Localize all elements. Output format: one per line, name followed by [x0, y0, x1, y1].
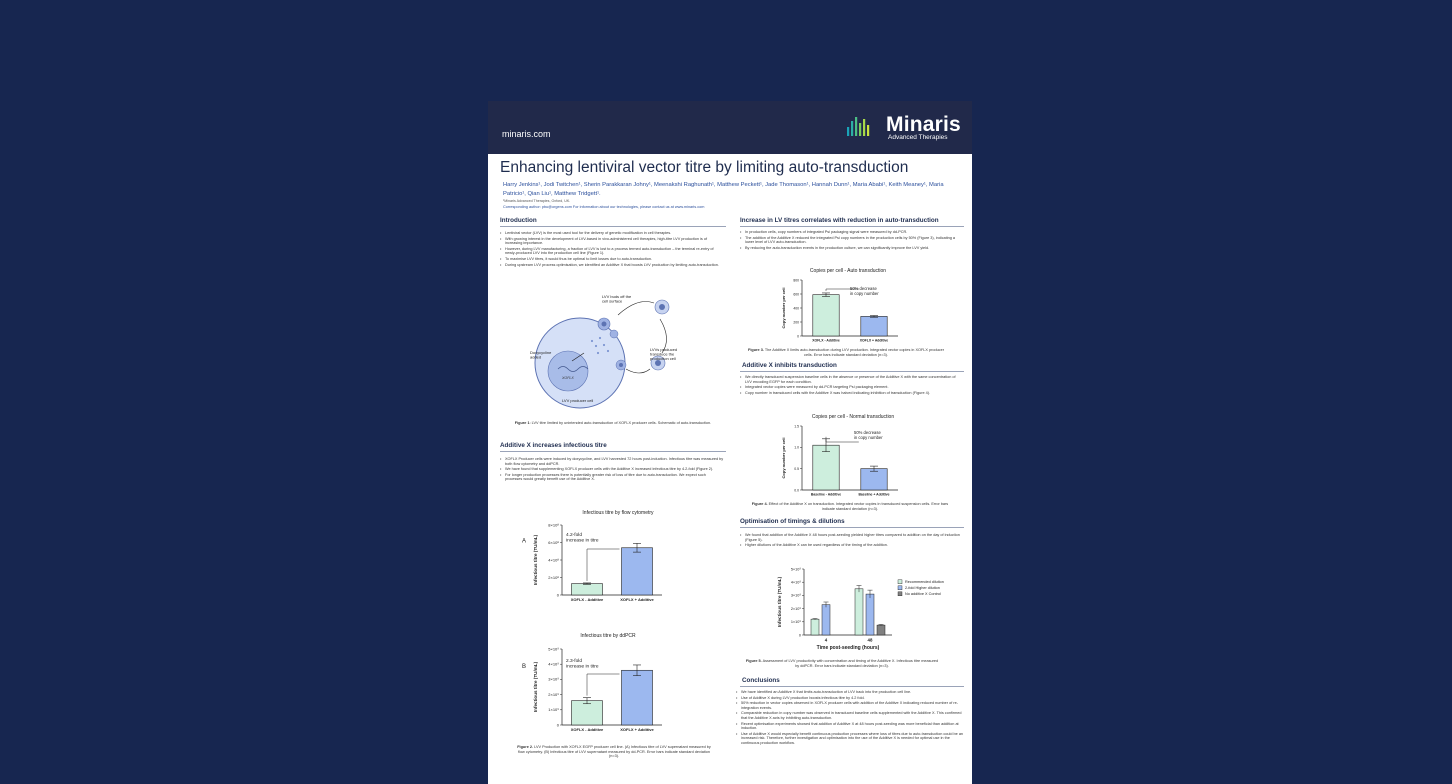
- bar: [813, 295, 839, 336]
- x-tick-label: Baseline - Additive: [810, 492, 842, 497]
- logo-subtitle: Advanced Therapies: [888, 134, 948, 141]
- bar: [861, 316, 887, 336]
- lv-titres-heading: Increase in LV titres correlates with reduction in auto-transduction: [740, 217, 939, 224]
- conclusions-heading: Conclusions: [742, 677, 780, 684]
- legend-swatch: [898, 592, 902, 596]
- y-tick-label: 4×10⁹: [790, 580, 801, 585]
- inhibits-heading: Additive X inhibits transduction: [742, 362, 837, 369]
- bullet-item: • By reducing the auto-transduction events in the production culture, we can significantly improve the LVV yield.: [740, 246, 962, 251]
- annotation-label: 50% decrease in copy number: [854, 430, 883, 440]
- y-tick-label: 200: [793, 320, 799, 325]
- y-tick-label: 1×10⁹: [548, 707, 559, 713]
- legend-swatch: [898, 580, 902, 584]
- lv-rule: [740, 226, 964, 227]
- corresponding-author[interactable]: Corresponding author: pbu@orgens.com For information about our technologies, please contact us at www.minaris.com: [503, 205, 705, 209]
- figure3-caption: Figure 3. The Additive X limits auto-transduction during LVV production. Integrated vector copies in XOFLX producer cells. Error bars indicate standard deviation (n=3).: [748, 348, 944, 357]
- bud-arrow: [618, 302, 654, 316]
- bullet-item: • With growing interest in the development of LVV-based in vivo-administered cell therapies, high-titre LVV production is of increasing importance.: [500, 237, 724, 246]
- y-tick-label: 6×10⁸: [548, 539, 559, 545]
- inhibits-bullets: [740, 375, 962, 396]
- annotation-bracket: [587, 549, 620, 581]
- y-tick-label: 2×10⁹: [790, 606, 801, 611]
- y-tick-label: 5×10⁹: [548, 646, 559, 652]
- fig4-title: Copies per cell - Normal transduction: [811, 414, 895, 420]
- y-tick-label: 400: [793, 306, 799, 311]
- additive-rule: [500, 451, 726, 452]
- lv-bullets: [740, 230, 962, 251]
- annotation-label: 2.3-fold increase in titre: [566, 659, 599, 670]
- y-tick-label: 2×10⁹: [548, 691, 559, 697]
- panel-label: A: [522, 538, 527, 545]
- legend-label: Recommended dilution: [905, 580, 944, 584]
- bar: [813, 445, 839, 490]
- bar: [866, 594, 874, 635]
- buds-label: LVV buds off the cell surface: [602, 294, 632, 304]
- bullet-item: • Higher dilutions of the Additive X can be used regardless of the timing of the addition.: [740, 543, 962, 548]
- fig4-chart: [778, 421, 918, 501]
- fig2b-chart: [520, 643, 680, 743]
- site-url[interactable]: minaris.com: [502, 129, 551, 139]
- poster-header: [488, 101, 972, 154]
- y-tick-label: 1×10⁹: [790, 620, 801, 625]
- bullet-item: • Recent optimisation experiments showed that addition of Additive X at 48 hours post-seeding was more beneficial than addition at induction.: [736, 722, 964, 731]
- bar: [622, 670, 653, 725]
- bullet-item: • XOFLX Producer cells were induced by doxycycline, and LVV harvested 72 hours post-induction. Infectious titre was measured by both flow cytometry and ddPCR.: [500, 457, 724, 466]
- additive-bullets: [500, 457, 724, 483]
- figure1-caption: Figure 1: LVV titre limited by unintended auto-transduction of XOFLX producer cells. Schematic of auto-transduction.: [514, 421, 712, 425]
- minaris-logo-icon: [846, 113, 874, 141]
- fig5-chart: [774, 563, 954, 657]
- bullet-item: • During upstream LVV process optimisation, we identified an Additive X that boosts LVV production by limiting auto-transduction.: [500, 263, 724, 268]
- bullet-item: • Copy number in transduced cells with the Additive X was halved indicating inhibition of transduction (Figure 4).: [740, 391, 962, 396]
- x-tick-label: XOFLX - Additive: [570, 727, 604, 732]
- y-axis-label: Copy number per cell: [781, 287, 786, 329]
- bar: [811, 619, 819, 635]
- y-tick-label: 4×10⁹: [548, 661, 559, 667]
- bullet-item: • Use of Additive X during LVV production boosts infectious titre by 4.2 fold.: [736, 696, 964, 701]
- y-tick-label: 0.5: [794, 466, 799, 471]
- y-tick-label: 0: [798, 633, 801, 638]
- y-tick-label: 5×10⁹: [790, 567, 801, 572]
- bullet-item: • For longer production processes there is potentially greater risk of loss of titre due to auto-transduction. We expect such processes would greatly benefit use of the Additive X.: [500, 473, 724, 482]
- bullet-item: • We found that addition of the Additive X 48 hours post-seeding yielded higher titres compared to addition on the day of induction (Figure 5).: [740, 533, 962, 542]
- bullet-item: • We have identified an Additive X that limits auto-transduction of LVV back into the production cell line.: [736, 690, 964, 695]
- fig2a-chart: [520, 519, 680, 619]
- y-tick-label: 0: [797, 334, 799, 339]
- poster: [488, 101, 972, 784]
- bullet-item: • Lentiviral vector (LVV) is the most used tool for the delivery of genetic modification in cell therapies.: [500, 231, 724, 236]
- bullet-item: • We directly transduced suspension baseline cells in the absence or presence of the Additive X with the same concentration of LVV encoding EGFP for each condition.: [740, 375, 962, 384]
- author-list: Harry Jenkins¹, Jodi Twitchen¹, Sherin Parakkaran Johny¹, Meenakshi Raghunath¹, Matthew Peckett¹, Jade Thomason¹, Hannah Dunn¹, Maria Ababi¹, Keith Meaney¹, Maria Patricio¹, Qian Liu¹, Matthew Tridgett¹.: [503, 182, 944, 197]
- bullet-item: • 50% reduction in vector copies observed in XOFLX producer cells with addition of the Additive X indicating reduced number of re-integration events.: [736, 701, 964, 710]
- logo-wordmark: Minaris: [886, 113, 961, 136]
- annotation-label: 4.2-fold increase in titre: [566, 533, 599, 544]
- y-axis-label: Copy number per cell: [781, 437, 786, 479]
- additive-infectious-heading: Additive X increases infectious titre: [500, 442, 607, 449]
- intro-heading: Introduction: [500, 217, 537, 224]
- poster-title: Enhancing lentiviral vector titre by limiting auto-transduction: [500, 159, 909, 176]
- produced-label: LVVs produced transduce the production cell: [650, 347, 678, 361]
- affiliation: ¹Minaris Advanced Therapies, Oxford, UK.: [503, 199, 571, 203]
- figure4-caption: Figure 4. Effect of the Additive X on transduction. Integrated vector copies in transduced suspension cells. Error bars indicate standard deviation (n=3).: [751, 502, 949, 511]
- fig3-chart: [778, 275, 918, 347]
- y-axis-label: Infectious titre (TU/mL): [777, 576, 782, 628]
- legend-swatch: [898, 586, 902, 590]
- optimisation-heading: Optimisation of timings & dilutions: [740, 518, 845, 525]
- bar: [877, 625, 885, 635]
- bar: [855, 589, 863, 635]
- bullet-item: • However, during LVV manufacturing, a fraction of LVV is lost to a process termed auto-transduction – the terminal re-entry of newly-produced LVV into the production cell line (Figure 1).: [500, 247, 724, 256]
- annotation-bracket: [587, 674, 620, 696]
- x-tick-label: XOFLX + Additive: [859, 338, 889, 343]
- y-tick-label: 0: [556, 722, 559, 728]
- bar: [572, 701, 603, 725]
- auto-transduction-diagram: [522, 291, 712, 411]
- dox-label: Doxycycline added: [530, 350, 552, 360]
- conclusions-rule: [740, 686, 964, 687]
- bar: [822, 605, 830, 635]
- x-tick-label: XOFLX - Additive: [812, 338, 840, 343]
- conclusions-bullets: [736, 690, 964, 747]
- bar: [622, 548, 653, 595]
- bullet-item: • In production cells, copy numbers of integrated Psi packaging signal were measured by dd-PCR.: [740, 230, 962, 235]
- intro-rule: [500, 226, 726, 227]
- y-tick-label: 2×10⁸: [548, 574, 559, 580]
- bar: [861, 469, 887, 490]
- y-tick-label: 0.0: [794, 488, 799, 493]
- y-tick-label: 600: [793, 292, 799, 297]
- x-axis-label: Time post-seeding (hours): [816, 645, 880, 651]
- optimisation-bullets: [740, 533, 962, 549]
- y-tick-label: 8×10⁸: [548, 522, 559, 528]
- y-axis-label: Infectious titre (TU/mL): [533, 534, 538, 586]
- x-tick-label: 4: [824, 637, 828, 643]
- x-tick-label: Baseline + Additive: [858, 492, 890, 497]
- bullet-item: • We have found that supplementing XOFLX producer cells with the Additive X increased infectious titre by 4.2-fold (Figure 2).: [500, 467, 724, 472]
- legend-label: No additive X Control: [905, 592, 941, 596]
- x-tick-label: XOFLX + Additive: [620, 727, 654, 732]
- x-tick-label: XOFLX - Additive: [570, 597, 604, 602]
- y-tick-label: 3×10⁹: [548, 676, 559, 682]
- x-tick-label: XOFLX + Additive: [620, 597, 654, 602]
- bar: [572, 584, 603, 595]
- bullet-item: • Integrated vector copies were measured by dd-PCR targeting Psi packaging element.: [740, 385, 962, 390]
- cell-label: LVV producer cell: [562, 398, 594, 403]
- annotation-label: 50% decrease in copy number: [850, 286, 879, 296]
- bullet-item: • To maximise LVV titres, it would thus be optimal to limit losses due to auto-transduction.: [500, 257, 724, 262]
- intro-bullets: [500, 231, 724, 268]
- y-tick-label: 0: [556, 592, 559, 598]
- y-tick-label: 800: [793, 278, 799, 283]
- fig2b-title: Infectious titre by ddPCR: [580, 633, 636, 639]
- inhibits-rule: [740, 371, 964, 372]
- y-tick-label: 1.0: [794, 445, 799, 450]
- nucleus: [548, 351, 588, 391]
- y-tick-label: 3×10⁹: [790, 593, 801, 598]
- legend-label: 2-fold Higher dilution: [905, 586, 940, 590]
- y-axis-label: Infectious titre (TU/mL): [533, 661, 538, 713]
- figure5-caption: Figure 5. Assessment of LVV productivity with concentration and timing of the Additive X. Infectious titre measured by ddPCR. Error bars indicate standard deviation (n=3).: [745, 659, 939, 668]
- fig3-title: Copies per cell - Auto transduction: [809, 268, 887, 274]
- dna-label: XOFLX: [562, 376, 574, 380]
- x-tick-label: 48: [867, 637, 873, 643]
- bullet-item: • Comparable reduction in copy number was observed in transduced baseline cells supplemented with the Additive X. This confirmed that the Additive X acts by inhibiting auto-transduction.: [736, 711, 964, 720]
- y-tick-label: 4×10⁸: [548, 557, 559, 563]
- transduce-arrow: [626, 369, 650, 373]
- figure2-caption: Figure 2. LVV Production with XOFLX EGFP producer cell line. (A) Infectious titre of LVV supernatant measured by flow cytometry. (B) Infectious titre of LVV supernatant measured by dd-PCR. Error bars indicate standard deviation (n=3).: [517, 745, 711, 759]
- bullet-item: • The addition of the Additive X reduced the integrated Psi copy numbers in the production cells by 50% (Figure 3), indicating a lower level of LVV auto-transduction.: [740, 236, 962, 245]
- y-tick-label: 1.5: [794, 424, 799, 429]
- panel-label: B: [522, 664, 527, 670]
- optimisation-rule: [740, 527, 964, 528]
- fig2a-title: Infectious titre by flow cytometry: [582, 510, 654, 516]
- bullet-item: • Use of Additive X would especially benefit continuous production processes where loss of titres due to auto-transduction could be an increased risk. Therefore, further investigation and optimisation into the use of the Additive X is needed for optimal use in the continuous production workflow.: [736, 732, 964, 746]
